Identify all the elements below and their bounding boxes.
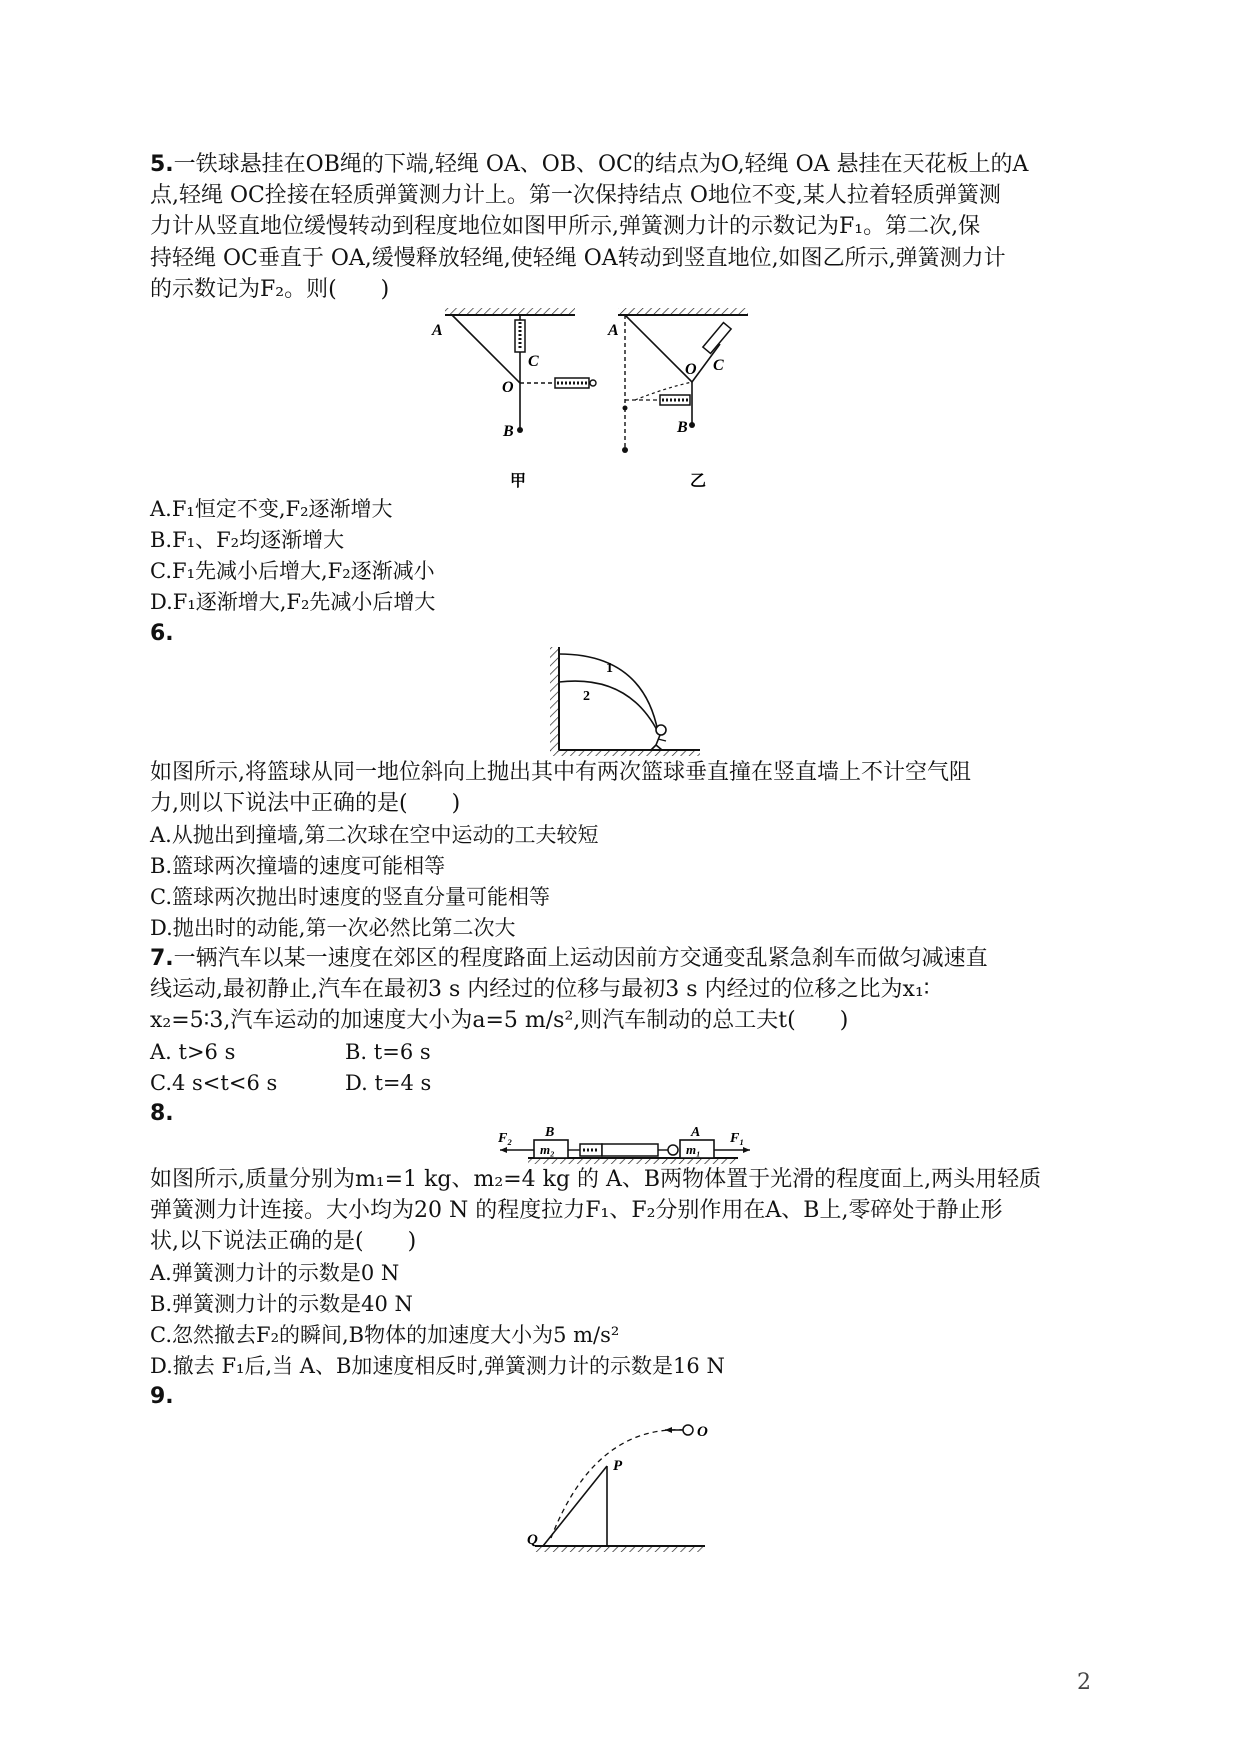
q6-option-c: C.篮球两次抛出时速度的竖直分量可能相等 (150, 885, 550, 909)
q7-line-1: 7.一辆汽车以某一速度在郊区的程度路面上运动因前方交通变乱紧急刹车而做匀减速直 (150, 946, 988, 971)
q5-option-a: A.F₁恒定不变,F₂逐渐增大 (150, 497, 393, 521)
page-number: 2 (1077, 1670, 1091, 1695)
q8-number: 8. (150, 1101, 174, 1126)
label-c-yi: C (713, 357, 724, 374)
q5-line-2: 点,轻绳 OC拴接在轻质弹簧测力计上。第一次保持结点 O地位不变,某人拉着轻质弹簧测 (150, 183, 1001, 208)
q7-option-c: C.4 s<t<6 s (150, 1071, 278, 1095)
q5-line-3: 力计从竖直地位缓慢转动到程度地位如图甲所示,弹簧测力计的示数记为F₁。第二次,保 (150, 214, 981, 239)
q8-option-b: B.弹簧测力计的示数是40 N (150, 1292, 413, 1316)
label-b-yi: B (677, 419, 688, 436)
label-p: P (613, 1458, 623, 1474)
q8-figure (498, 1124, 758, 1166)
q7-option-a: A. t>6 s (150, 1040, 236, 1064)
q8-line-3: 状,以下说法正确的是( ) (150, 1229, 417, 1254)
label-c: C (528, 353, 539, 370)
q8-line-0 (150, 1099, 174, 1129)
q5-option-b: B.F₁、F₂均逐渐增大 (150, 528, 345, 552)
path-2-label: 2 (583, 689, 590, 704)
q5-number: 5. (150, 152, 174, 177)
q6-line-0 (150, 619, 174, 649)
figure-jia (431, 308, 596, 490)
q5-line-5: 的示数记为F₂。则( ) (150, 277, 390, 302)
q7-option-b: B. t=6 s (345, 1040, 431, 1064)
q8-option-a: A.弹簧测力计的示数是0 N (150, 1261, 400, 1285)
label-m1: m₁ (686, 1142, 701, 1157)
label-a: A (432, 322, 443, 339)
q6-option-d: D.抛出时的动能,第一次必然比第二次大 (150, 916, 516, 940)
label-o: O (502, 379, 514, 396)
q6-figure (548, 642, 708, 757)
q7-line-2: 线运动,最初静止,汽车在最初3 s 内经过的位移与最初3 s 内经过的位移之比为x₁∶ (150, 977, 930, 1002)
label-a-block: A (691, 1125, 701, 1140)
label-q: Q (527, 1532, 538, 1548)
label-o-yi: O (685, 361, 697, 378)
q8-option-d: D.撤去 F₁后,当 A、B加速度相反时,弹簧测力计的示数是16 N (150, 1354, 725, 1378)
label-o-q9: O (697, 1424, 708, 1440)
q5-option-d: D.F₁逐渐增大,F₂先减小后增大 (150, 590, 436, 614)
figure-yi (607, 308, 748, 490)
q6-line-2: 力,则以下说法中正确的是( ) (150, 791, 461, 816)
q7-option-d: D. t=4 s (345, 1071, 432, 1095)
path-1-label: 1 (606, 661, 613, 676)
label-b: B (503, 423, 514, 440)
q8-line-1: 如图所示,质量分别为m₁=1 kg、m₂=4 kg 的 A、B两物体置于光滑的程度面上,两头用轻质 (150, 1167, 1042, 1192)
q6-number: 6. (150, 621, 174, 646)
q6-option-a: A.从抛出到撞墙,第二次球在空中运动的工夫较短 (150, 823, 599, 847)
label-m2: m₂ (540, 1142, 555, 1157)
label-b-block: B (545, 1125, 555, 1140)
q6-option-b: B.篮球两次撞墙的速度可能相等 (150, 854, 446, 878)
q9-line-0 (150, 1382, 174, 1412)
label-f1: F₁ (730, 1131, 745, 1146)
q5-figure (430, 300, 760, 500)
q5-option-c: C.F₁先减小后增大,F₂逐渐减小 (150, 559, 435, 583)
q8-option-c: C.忽然撤去F₂的瞬间,B物体的加速度大小为5 m/s² (150, 1323, 620, 1347)
caption-yi: 乙 (690, 473, 707, 490)
q5-line-4: 持轻绳 OC垂直于 OA,缓慢释放轻绳,使轻绳 OA转动到竖直地位,如图乙所示,弹簧测力计 (150, 246, 1006, 271)
q7-number: 7. (150, 946, 174, 971)
q5-line-1: 5.一铁球悬挂在OB绳的下端,轻绳 OA、OB、OC的结点为O,轻绳 OA 悬挂在天花板上的A (150, 152, 1029, 177)
caption-jia: 甲 (510, 473, 527, 490)
q8-line-2: 弹簧测力计连接。大小均为20 N 的程度拉力F₁、F₂分别作用在A、B上,零碎处于静止形 (150, 1198, 1003, 1223)
q9-figure (525, 1410, 715, 1560)
q9-number: 9. (150, 1384, 174, 1409)
q6-line-1: 如图所示,将篮球从同一地位斜向上抛出其中有两次篮球垂直撞在竖直墙上不计空气阻 (150, 760, 971, 785)
label-f2: F₂ (498, 1131, 513, 1146)
label-a-yi: A (608, 322, 619, 339)
q7-line-3: x₂=5∶3,汽车运动的加速度大小为a=5 m/s²,则汽车制动的总工夫t( ) (150, 1008, 849, 1033)
